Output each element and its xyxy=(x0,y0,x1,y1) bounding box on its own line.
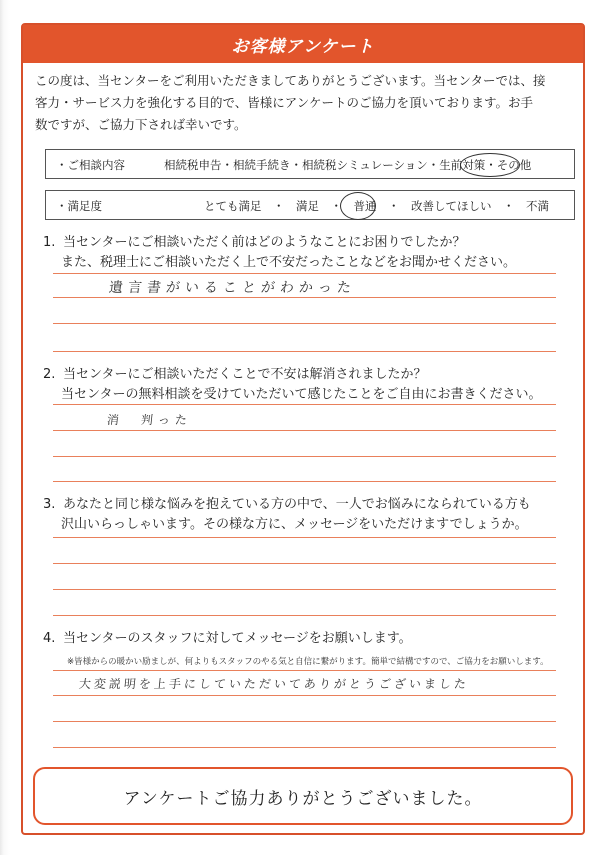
handwritten-answer-2[interactable]: 消 判った xyxy=(106,413,193,427)
selected-circle-mark xyxy=(460,153,520,177)
consultation-options[interactable]: 相続税申告・相続手続き・相続税シミュレーション・生前対策・その他 xyxy=(164,158,532,172)
intro-text xyxy=(35,70,575,136)
answer-line xyxy=(53,695,556,696)
answer-line xyxy=(53,670,556,671)
question-text: 沢山いらっしゃいます。その様な方に、メッセージをいただけますでしょうか。 xyxy=(61,517,528,532)
survey-form xyxy=(21,23,585,835)
question-1 xyxy=(43,233,573,273)
consultation-box xyxy=(45,149,575,179)
question-3 xyxy=(43,495,573,535)
answer-line xyxy=(53,351,556,352)
question-text: あなたと同じ様な悩みを抱えている方の中で、一人でお悩みになられている方も xyxy=(63,497,531,512)
answer-line xyxy=(53,404,556,405)
intro-line: 数ですが、ご協力下されば幸いです。 xyxy=(35,117,247,132)
question-4 xyxy=(43,629,573,649)
answer-line xyxy=(53,273,556,274)
question-number: 4. xyxy=(43,631,56,646)
thanks-box xyxy=(33,767,573,825)
answer-line xyxy=(53,563,556,564)
answer-line xyxy=(53,323,556,324)
question-number: 3. xyxy=(43,497,56,512)
form-title: お客様アンケート xyxy=(231,36,375,57)
thanks-message: アンケートご協力ありがとうございました。 xyxy=(123,788,483,809)
question-text: 当センターの無料相談を受けていただいて感じたことをご自由にお書きください。 xyxy=(61,387,542,402)
question-text: また、税理士にご相談いただく上で不安だったことなどをお聞かせください。 xyxy=(61,255,517,270)
handwritten-answer-4[interactable]: 大変説明を上手にしていただいてありがとうございました xyxy=(78,677,470,691)
question-number: 1. xyxy=(43,235,56,250)
intro-line: 客力・サービス力を強化する目的で、皆様にアンケートのご協力を頂いております。お手 xyxy=(35,95,534,110)
handwritten-answer-1[interactable]: 遺言書がいることがわかった xyxy=(108,280,357,296)
answer-line xyxy=(53,481,556,482)
satisfaction-options[interactable]: とても満足 ・ 満足 ・ 普通 ・ 改善してほしい ・ 不満 xyxy=(204,199,549,213)
question-text: 当センターのスタッフに対してメッセージをお願いします。 xyxy=(63,631,412,646)
question-text: 当センターにご相談いただくことで不安は解消されましたか？ xyxy=(63,367,427,382)
selected-circle-mark xyxy=(340,192,376,220)
satisfaction-box xyxy=(45,190,575,220)
answer-line xyxy=(53,430,556,431)
answer-line xyxy=(53,747,556,748)
consultation-label: ・ご相談内容 xyxy=(56,158,125,172)
satisfaction-label: ・満足度 xyxy=(56,199,102,213)
answer-line xyxy=(53,297,556,298)
answer-line xyxy=(53,589,556,590)
question-text: 当センターにご相談いただく前はどのようなことにお困りでしたか？ xyxy=(63,235,466,250)
question-note: ※皆様からの暖かい励ましが、何よりもスタッフのやる気と自信に繋がります。簡単で結構ですので、ご協力をお願いします。 xyxy=(67,657,549,667)
answer-line xyxy=(53,721,556,722)
answer-line xyxy=(53,615,556,616)
question-2 xyxy=(43,365,573,405)
answer-line xyxy=(53,537,556,538)
question-number: 2. xyxy=(43,367,56,382)
answer-line xyxy=(53,456,556,457)
form-header xyxy=(23,25,583,63)
intro-line: この度は、当センターをご利用いただきましてありがとうございます。当センターでは、接 xyxy=(35,73,546,88)
